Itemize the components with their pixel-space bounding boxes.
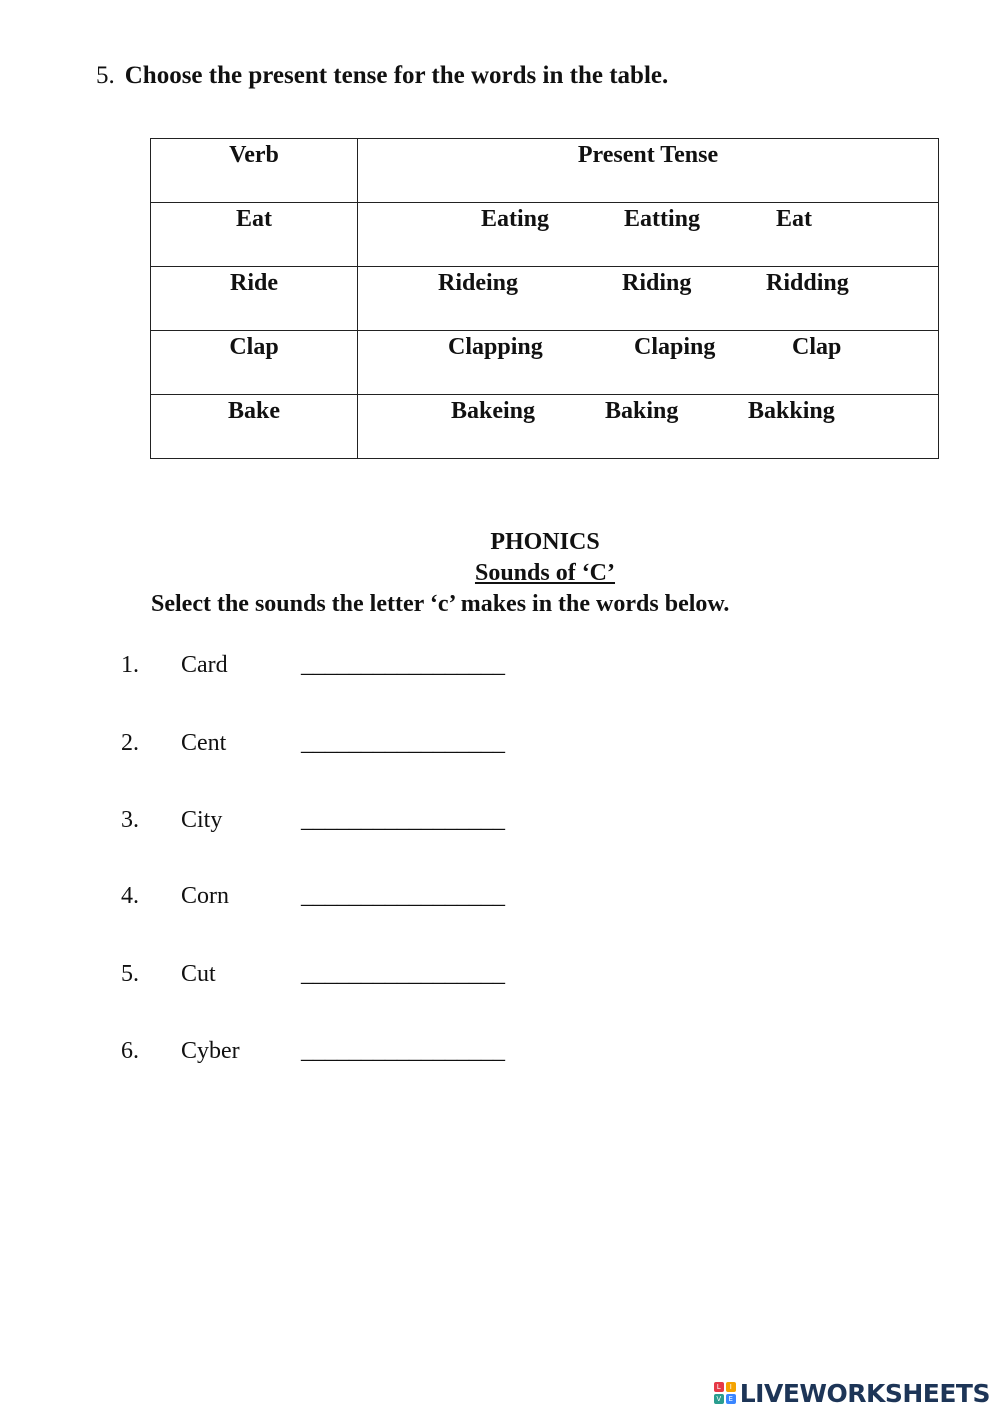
liveworksheets-logo [714, 1376, 990, 1410]
answer-blank[interactable]: _________________ [301, 1038, 505, 1064]
present-tense-table [150, 138, 939, 459]
option-choice[interactable]: Riding [622, 270, 692, 296]
item-word: Cyber [181, 1038, 240, 1064]
item-number: 1. [121, 652, 139, 678]
options-cell [358, 395, 939, 459]
logo-block: I [726, 1382, 736, 1392]
option-choice[interactable]: Bakeing [451, 398, 536, 424]
options-cell [358, 267, 939, 331]
verb-cell: Eat [151, 203, 358, 267]
header-verb: Verb [151, 139, 358, 203]
option-choice[interactable]: Clapping [448, 334, 543, 360]
option-choice[interactable]: Eat [776, 206, 812, 232]
option-choice[interactable]: Ridding [766, 270, 849, 296]
header-present-tense: Present Tense [358, 139, 939, 203]
phonics-instruction: Select the sounds the letter ‘c’ makes in the words below. [151, 591, 730, 617]
item-word: Cent [181, 730, 227, 756]
answer-blank[interactable]: _________________ [301, 883, 505, 909]
table-row [151, 203, 939, 267]
item-word: City [181, 807, 223, 833]
item-word: Card [181, 652, 228, 678]
logo-block: L [714, 1382, 724, 1392]
item-word: Corn [181, 883, 229, 909]
table-row [151, 331, 939, 395]
answer-blank[interactable]: _________________ [301, 807, 505, 833]
item-word: Cut [181, 961, 216, 987]
answer-blank[interactable]: _________________ [301, 652, 505, 678]
question-number: 5. [96, 62, 115, 89]
option-choice[interactable]: Claping [634, 334, 716, 360]
item-number: 2. [121, 730, 139, 756]
logo-text: LIVEWORKSHEETS [739, 1378, 990, 1408]
answer-blank[interactable]: _________________ [301, 961, 505, 987]
item-number: 6. [121, 1038, 139, 1064]
option-choice[interactable]: Baking [605, 398, 679, 424]
verb-cell: Clap [151, 331, 358, 395]
answer-blank[interactable]: _________________ [301, 730, 505, 756]
question-text: Choose the present tense for the words in the table. [124, 62, 669, 89]
logo-blocks-icon [714, 1382, 736, 1404]
option-choice[interactable]: Clap [792, 334, 842, 360]
logo-block: V [714, 1394, 724, 1404]
item-number: 4. [121, 883, 139, 909]
phonics-subtitle: Sounds of ‘C’ [474, 560, 616, 586]
table-header-row [151, 139, 939, 203]
options-cell [358, 203, 939, 267]
option-choice[interactable]: Rideing [438, 270, 519, 296]
option-choice[interactable]: Eating [481, 206, 550, 232]
item-number: 5. [121, 961, 139, 987]
logo-block: E [726, 1394, 736, 1404]
verb-cell: Ride [151, 267, 358, 331]
option-choice[interactable]: Eatting [624, 206, 701, 232]
table-row [151, 395, 939, 459]
item-number: 3. [121, 807, 139, 833]
table-row [151, 267, 939, 331]
question-heading [96, 62, 668, 90]
verb-cell: Bake [151, 395, 358, 459]
options-cell [358, 331, 939, 395]
phonics-title: PHONICS [490, 529, 600, 555]
option-choice[interactable]: Bakking [748, 398, 835, 424]
